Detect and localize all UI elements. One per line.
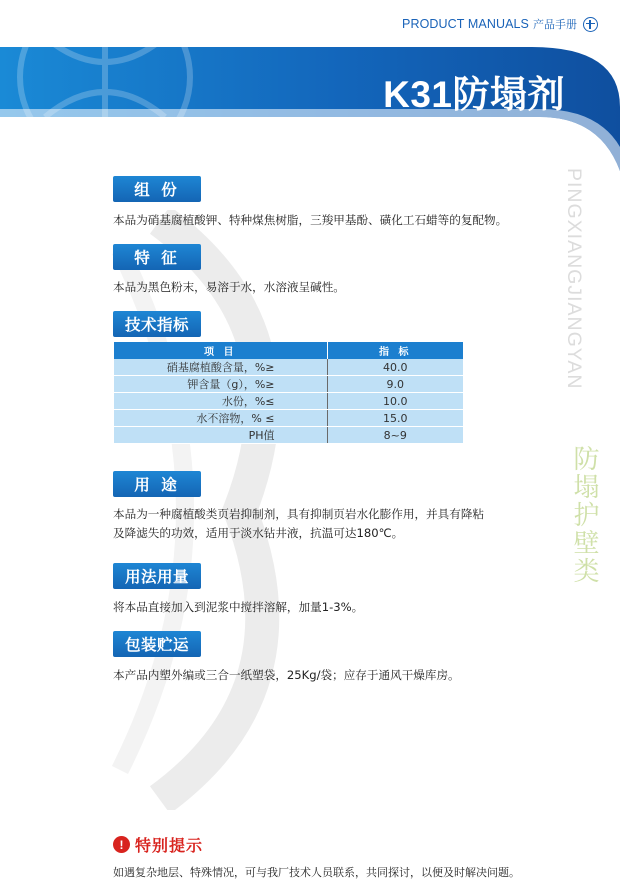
page-title: K31防塌剂 [383, 74, 565, 115]
spec-value: 15.0 [327, 410, 463, 427]
dosage-text: 将本品直接加入到泥浆中搅拌溶解，加量1-3%。 [113, 600, 364, 614]
features-text: 本品为黑色粉末，易溶于水，水溶液呈碱性。 [113, 280, 345, 294]
column-header-item: 项 目 [114, 342, 327, 359]
table-row [114, 427, 463, 444]
brand-english: PRODUCT MANUALS [402, 17, 529, 31]
spec-value: 9.0 [327, 376, 463, 393]
spec-item: 钾含量（g），%≥ [114, 376, 327, 393]
notice-title: 特别提示 [135, 836, 204, 855]
composition-text: 本品为硝基腐植酸钾、特种煤焦树脂，三羧甲基酚、磺化工石蜡等的复配物。 [113, 213, 508, 227]
side-chinese-text: 防塌护壁类 [569, 445, 599, 585]
spec-value: 10.0 [327, 393, 463, 410]
brand-chinese: 产品手册 [533, 18, 577, 31]
section-tag-usage: 用 途 [113, 471, 201, 497]
column-header-value: 指 标 [327, 342, 463, 359]
spec-item: PH值 [114, 427, 327, 444]
table-row [114, 359, 463, 376]
section-tag-features: 特 征 [113, 244, 201, 270]
header-brand [402, 12, 598, 36]
usage-text-line-2: 及降滤失的功效，适用于淡水钻井液，抗温可达180℃。 [113, 526, 404, 540]
spec-table [114, 342, 463, 444]
notice-text: 如遇复杂地层、特殊情况，可与我厂技术人员联系，共同探讨，以便及时解决问题。 [113, 866, 520, 879]
usage-text-line-1: 本品为一种腐植酸类页岩抑制剂，具有抑制页岩水化膨作用，并具有降粘 [113, 507, 485, 521]
section-tag-packaging: 包装贮运 [113, 631, 201, 657]
spec-item: 硝基腐植酸含量，%≥ [114, 359, 327, 376]
spec-item: 水份，%≤ [114, 393, 327, 410]
company-logo-icon [583, 17, 598, 32]
spec-value: 8~9 [327, 427, 463, 444]
spec-item: 水不溶物，% ≤ [114, 410, 327, 427]
table-row [114, 410, 463, 427]
usage-text [113, 505, 563, 543]
alert-icon: ! [113, 836, 130, 853]
table-row [114, 376, 463, 393]
spec-table-header [114, 342, 463, 359]
table-row [114, 393, 463, 410]
side-english-text: PINGXIANGJIANGYAN [563, 168, 585, 390]
spec-value: 40.0 [327, 359, 463, 376]
section-tag-specs: 技术指标 [113, 311, 201, 337]
special-notice [113, 833, 203, 856]
packaging-text: 本产品内塑外编或三合一纸塑袋，25Kg/袋；应存于通风干燥库房。 [113, 668, 460, 682]
section-tag-composition: 组 份 [113, 176, 201, 202]
section-tag-dosage: 用法用量 [113, 563, 201, 589]
